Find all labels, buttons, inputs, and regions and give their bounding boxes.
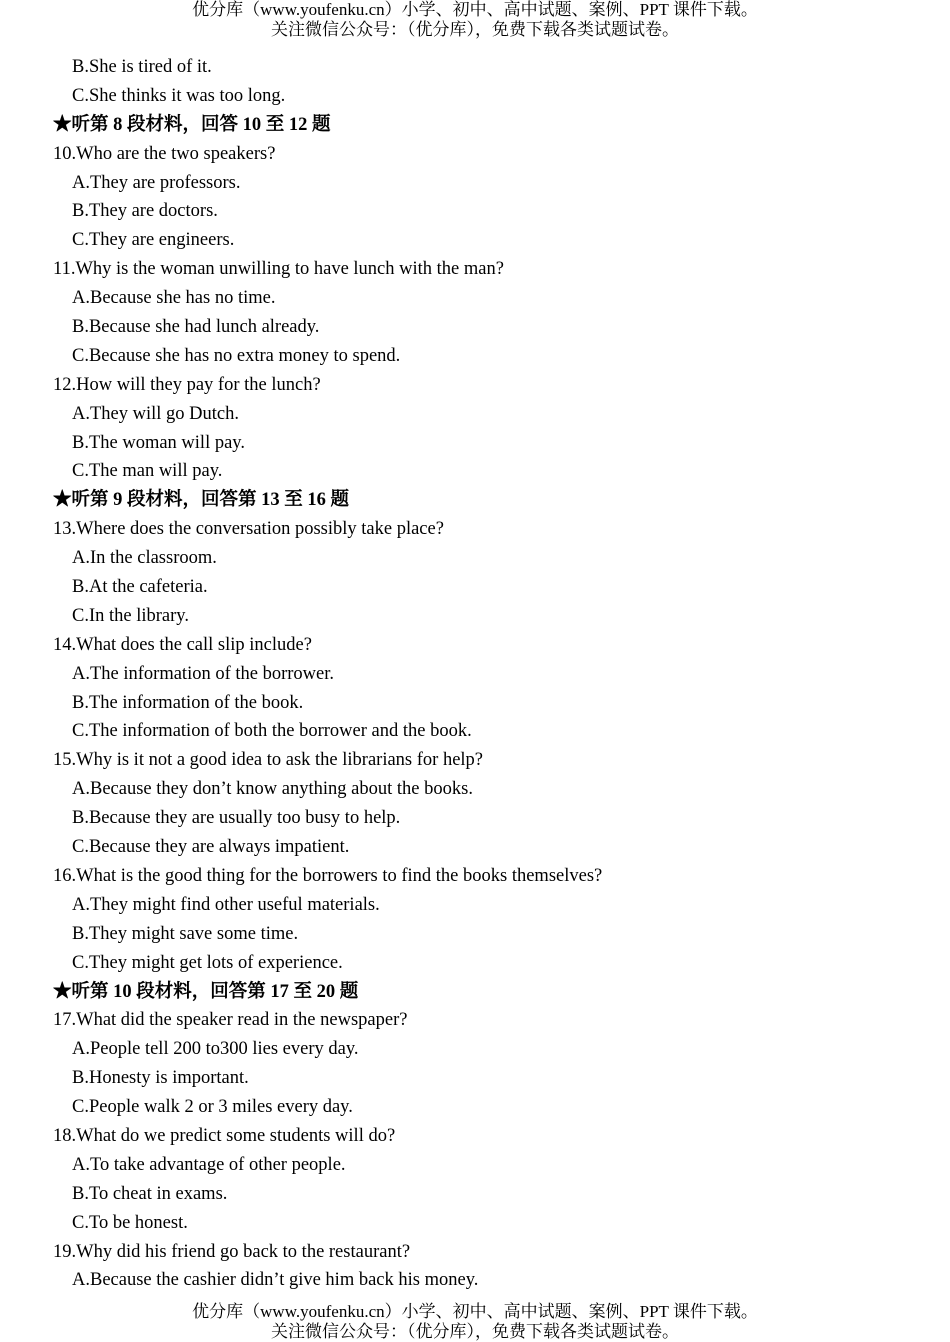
page-footer — [0, 1302, 950, 1342]
answer-option: C.She thinks it was too long. — [72, 85, 286, 106]
question-text: 13.Where does the conversation possibly take place? — [53, 519, 444, 540]
answer-option: C.In the library. — [72, 605, 189, 626]
answer-option: A.People tell 200 to300 lies every day. — [72, 1039, 359, 1060]
section-heading: ★听第 8 段材料，回答 10 至 12 题 — [53, 114, 331, 135]
answer-option: C.People walk 2 or 3 miles every day. — [72, 1097, 353, 1118]
page-header — [0, 0, 950, 40]
exam-content — [53, 53, 913, 1295]
answer-option: B.They might save some time. — [72, 923, 299, 944]
answer-option: B.The woman will pay. — [72, 432, 245, 453]
answer-option: B.To cheat in exams. — [72, 1183, 228, 1204]
answer-option: B.Honesty is important. — [72, 1068, 249, 1089]
answer-option: C.Because she has no extra money to spend. — [72, 345, 401, 366]
answer-option: B.She is tired of it. — [72, 57, 212, 77]
answer-option: B.Because they are usually too busy to help. — [72, 808, 401, 829]
question-text: 16.What is the good thing for the borrowers to find the books themselves? — [53, 865, 603, 886]
question-text: 19.Why did his friend go back to the restaurant? — [53, 1241, 411, 1262]
answer-option: B.They are doctors. — [72, 201, 218, 222]
header-line-2: 关注微信公众号：（优分库），免费下载各类试题试卷。 — [271, 20, 679, 39]
section-heading: ★听第 10 段材料，回答第 17 至 20 题 — [53, 981, 359, 1002]
answer-option: A.To take advantage of other people. — [72, 1154, 346, 1175]
answer-option: B.Because she had lunch already. — [72, 317, 320, 338]
answer-option: C.Because they are always impatient. — [72, 837, 350, 858]
question-text: 18.What do we predict some students will do? — [53, 1125, 396, 1146]
answer-option: C.The information of both the borrower and the book. — [72, 721, 472, 742]
header-line-1: 优分库（www.youfenku.cn）小学、初中、高中试题、案例、PPT 课件下载。 — [192, 0, 758, 19]
answer-option: C.To be honest. — [72, 1212, 188, 1233]
answer-option: A.They might find other useful materials. — [72, 894, 380, 915]
question-text: 11.Why is the woman unwilling to have lunch with the man? — [53, 259, 504, 280]
footer-line-1: 优分库（www.youfenku.cn）小学、初中、高中试题、案例、PPT 课件下载。 — [192, 1302, 758, 1321]
question-text: 14.What does the call slip include? — [53, 634, 312, 655]
answer-option: B.The information of the book. — [72, 692, 304, 713]
answer-option: A.Because the cashier didn’t give him back his money. — [72, 1270, 479, 1291]
answer-option: A.They will go Dutch. — [72, 403, 239, 424]
answer-option: B.At the cafeteria. — [72, 577, 208, 598]
question-text: 15.Why is it not a good idea to ask the librarians for help? — [53, 750, 484, 771]
answer-option: A.The information of the borrower. — [72, 663, 335, 684]
answer-option: C.The man will pay. — [72, 461, 223, 482]
footer-line-2: 关注微信公众号：（优分库），免费下载各类试题试卷。 — [271, 1322, 679, 1341]
question-text: 12.How will they pay for the lunch? — [53, 374, 321, 395]
question-text: 17.What did the speaker read in the newspaper? — [53, 1010, 408, 1031]
answer-option: A.Because they don’t know anything about the books. — [72, 779, 473, 800]
answer-option: C.They might get lots of experience. — [72, 952, 343, 973]
answer-option: A.They are professors. — [72, 172, 241, 193]
section-heading: ★听第 9 段材料，回答第 13 至 16 题 — [53, 490, 350, 511]
answer-option: A.In the classroom. — [72, 548, 217, 569]
question-text: 10.Who are the two speakers? — [53, 143, 276, 164]
answer-option: C.They are engineers. — [72, 230, 235, 251]
answer-option: A.Because she has no time. — [72, 288, 276, 309]
